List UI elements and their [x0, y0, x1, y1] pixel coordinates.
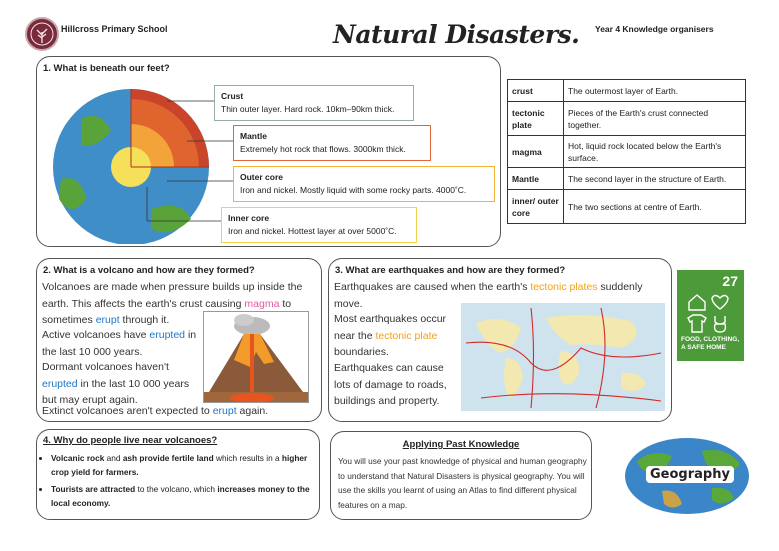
tectonic-plates-map — [461, 303, 665, 411]
table-row: inner/ outer core The two sections at centre of Earth. — [508, 190, 746, 224]
past-knowledge-text: You will use your past knowledge of physical and human geography to understand that Natural Disasters is physical geography. You will use the skills you learnt of using an Atlas to find different physical features on a map. — [338, 456, 587, 510]
volcano-para-3: Dormant volcanoes haven't erupted in the last 10 000 years but may erupt again. — [42, 361, 190, 406]
outer-core-name: Outer core — [240, 172, 283, 182]
list-item: • Volcanic rock and ash provide fertile land which results in a higher crop yield for farmers. — [51, 452, 313, 479]
school-logo — [25, 17, 59, 51]
reasons-list — [41, 452, 313, 514]
volcano-diagram — [203, 311, 309, 403]
past-knowledge-heading: Applying Past Knowledge — [402, 439, 520, 450]
inner-core-name: Inner core — [228, 213, 270, 223]
crust-desc: Thin outer layer. Hard rock. 10km–90km thick. — [221, 104, 395, 114]
volcano-para-4: Extinct volcanoes aren't expected to erupt again. — [42, 405, 269, 417]
section2-heading: 2. What is a volcano and how are they formed? — [43, 265, 255, 276]
outer-core-desc: Iron and nickel. Mostly liquid with some rocky parts. 4000˚C. — [240, 185, 467, 195]
earthquake-panel — [328, 258, 672, 422]
past-knowledge-panel — [330, 431, 592, 520]
label-leader-lines — [37, 57, 502, 248]
section4-heading: 4. Why do people live near volcanoes? — [43, 435, 218, 446]
school-name: Hillcross Primary School — [61, 24, 168, 34]
table-row: magma Hot, liquid rock located below the Earth's surface. — [508, 136, 746, 168]
mantle-desc: Extremely hot rock that flows. 3000km thick. — [240, 144, 406, 154]
quake-para-3: Earthquakes can cause lots of damage to roads, buildings and property. — [334, 362, 447, 407]
volcano-panel — [36, 258, 322, 422]
table-row: tectonic plate Pieces of the Earth's crust connected together. — [508, 102, 746, 136]
earth-layers-panel — [36, 56, 501, 247]
section3-heading: 3. What are earthquakes and how are they formed? — [335, 265, 566, 276]
tree-icon — [27, 19, 57, 49]
glossary-table — [507, 79, 746, 224]
rights-badge — [677, 270, 744, 361]
why-live-near-volcanoes-panel — [36, 429, 320, 520]
quake-para-1: Earthquakes are caused when the earth's tectonic plates suddenly move. — [334, 281, 643, 310]
table-row: crust The outermost layer of Earth. — [508, 80, 746, 102]
table-row: Mantle The second layer in the structure of Earth. — [508, 168, 746, 190]
page-title: Natural Disasters. — [333, 20, 580, 49]
badge-number: 27 — [722, 273, 738, 289]
geography-logo — [622, 436, 752, 516]
volcano-para-2: Active volcanoes have erupted in the last 10 000 years. — [42, 329, 197, 358]
volcano-para-1: Volcanoes are made when pressure builds up inside the earth. This affects the earth's crust causing magma to sometimes erupt through it. — [42, 281, 303, 326]
section1-heading: 1. What is beneath our feet? — [43, 63, 170, 74]
mantle-name: Mantle — [240, 131, 267, 141]
badge-caption: FOOD, CLOTHING, A SAFE HOME — [681, 336, 740, 351]
inner-core-desc: Iron and nickel. Hottest layer at over 5000˚C. — [228, 226, 397, 236]
page-subtitle: Year 4 Knowledge organisers — [595, 24, 714, 34]
geography-label: Geography — [646, 466, 734, 483]
list-item: • Tourists are attracted to the volcano, which increases money to the local economy. — [51, 483, 313, 510]
crust-name: Crust — [221, 91, 244, 101]
home-clothing-icons — [685, 290, 735, 334]
quake-para-2: Most earthquakes occur near the tectonic plate boundaries. — [334, 313, 447, 358]
